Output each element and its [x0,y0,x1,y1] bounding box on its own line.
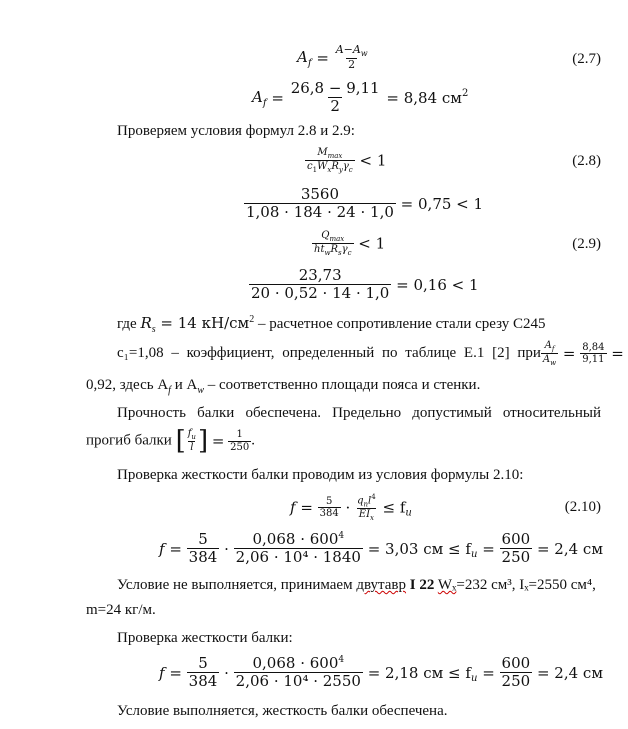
equation-number-2-9: (2.9) [572,236,601,252]
paragraph-rs: где $R_s = 14$ $кН/см^2$ – расчетное сопротивление стали срезу С245 [117,314,546,335]
formula-2-10-calc-2: f = $\frac{5}{384}$ · $\frac{0,068 \cdot 600^4}{\text{2,06 · 10⁴ · 2550}}$ = 2,18 см ≤ $f_u$ = $\frac{600}{250}$ = 2,4 см [159,654,603,691]
formula-af: $A_f$ = $\frac{A-A_w}{2}$ [297,43,368,72]
paragraph-c1-cont: 0,92, здесь $A_f$ и $A_w$ – соответственно площади пояса и стенки. [86,377,481,396]
paragraph-stiffness-intro: Проверка жесткости балки проводим из условия формулы 2.10: [117,467,524,483]
formula-af-calc: $A_f$ = $\frac{26,8 - 9,11}{2}$ = 8,84 $см^2$ [252,79,469,116]
equation-number-2-7: (2.7) [572,51,601,67]
fraction: $\frac{23,73}{20 \cdot 0,52 \cdot 14 \cdot 1,0}$ [251,266,390,303]
fraction: $\frac{600}{250}$ [501,654,531,691]
formula-2-10-calc-1: f = $\frac{5}{384}$ · $\frac{0,068 \cdot 600^4}{\text{2,06 · 10⁴ · 1840}}$ = 3,03 см ≤ $f_u$ = $\frac{600}{250}$ = 2,4 см [159,530,603,567]
fraction: $\frac{A_f}{A_w}$ [542,340,557,368]
paragraph-final: Условие выполняется, жесткость балки обеспечена. [117,703,448,719]
paragraph-not-met: Условие не выполняется, принимаем двутавр I 22 Wₓ=232 см³, Iₓ=2550 см⁴, [117,577,596,593]
fraction: $\frac{26,8 - 9,11}{2}$ [290,79,380,116]
fraction: $\frac{5}{384}$ [188,530,218,567]
paragraph-strength-cont: прогиб балки [ $\frac{f_u}{l}$ ] = $\frac{1}{250}$ . [86,426,256,456]
paragraph-c1: c₁=1,08 – коэффициент, определенный по таблице Е.1 [2] при $\frac{A_f}{A_w}$ = $\frac{8,84}{9,11}$ = [117,340,624,368]
formula-2-8: $\frac{M_{max}}{c_1W_xR_y\gamma_c}$ < 1 [307,147,387,175]
fraction: $\frac{f_u}{l}$ [187,428,196,454]
paragraph-strength: Прочность балки обеспечена. Предельно допустимый относительный [117,405,601,421]
formula-2-9: $\frac{Q_{max}}{ht_wR_s\gamma_c}$ < 1 [314,230,386,258]
fraction: $\frac{0,068 \cdot 600^4}{\text{2,06 · 10⁴ · 1840}}$ [235,530,361,567]
fraction: $\frac{600}{250}$ [501,530,531,567]
fraction: $\frac{A-A_w}{2}$ [335,43,368,72]
fraction: $\frac{Q_{max}}{ht_wR_s\gamma_c}$ [314,230,352,258]
fraction: $\frac{q_nl^4}{EI_x}$ [357,493,376,523]
fraction: $\frac{3560}{1,08 \cdot 184 \cdot 24 \cdot 1,0}$ [246,185,394,222]
spellcheck-word: двутавр [356,577,407,593]
paragraph-check-again: Проверка жесткости балки: [117,630,293,646]
fraction: $\frac{5}{384}$ [319,495,339,520]
spellcheck-word: Wₓ [437,577,457,593]
fraction: $\frac{M_{max}}{c_1W_xR_y\gamma_c}$ [307,147,353,175]
equation-number-2-10: (2.10) [564,499,601,515]
fraction: $\frac{5}{384}$ [188,654,218,691]
formula-2-9-calc: $\frac{23,73}{20 \cdot 0,52 \cdot 14 \cdot 1,0}$ = 0,16 < 1 [251,266,479,303]
fraction: $\frac{8,84}{9,11}$ [582,341,605,366]
paragraph-check-intro: Проверяем условия формул 2.8 и 2.9: [117,123,355,139]
formula-2-8-calc: $\frac{3560}{1,08 \cdot 184 \cdot 24 \cdot 1,0}$ = 0,75 < 1 [246,185,484,222]
paragraph-not-met-cont: m=24 кг/м. [86,602,156,618]
equation-number-2-8: (2.8) [572,153,601,169]
fraction: $\frac{1}{250}$ [230,429,250,453]
fraction: $\frac{0,068 \cdot 600^4}{\text{2,06 · 10⁴ · 2550}}$ [235,654,361,691]
formula-2-10: f = $\frac{5}{384}$ · $\frac{q_nl^4}{EI_x}$ ≤ $f_u$ [290,493,412,523]
